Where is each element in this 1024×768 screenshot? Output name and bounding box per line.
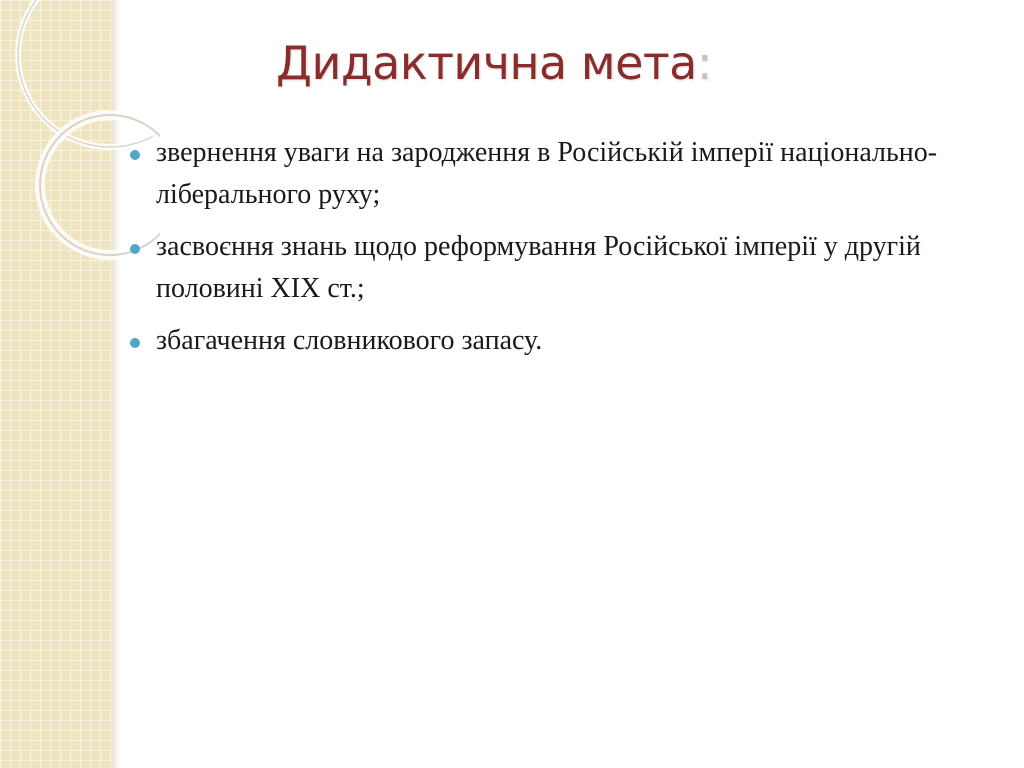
- bullet-text: збагачення словникового запасу.: [156, 325, 543, 356]
- bullet-item: [130, 226, 990, 310]
- bullet-item: [130, 320, 990, 362]
- slide-title: [276, 36, 712, 90]
- bullet-dot-icon: [130, 244, 140, 254]
- slide-title-colon: :: [696, 36, 712, 90]
- bullet-list: [130, 132, 990, 372]
- bullet-text: засвоєння знань щодо реформування Російської імперії у другій половині XIX ст.;: [156, 231, 921, 304]
- bullet-dot-icon: [130, 338, 140, 348]
- slide-title-text: Дидактична мета: [276, 36, 697, 90]
- bullet-dot-icon: [130, 150, 140, 160]
- bullet-item: [130, 132, 990, 216]
- bullet-text: звернення уваги на зародження в Російській імперії національно-ліберального руху;: [156, 137, 938, 210]
